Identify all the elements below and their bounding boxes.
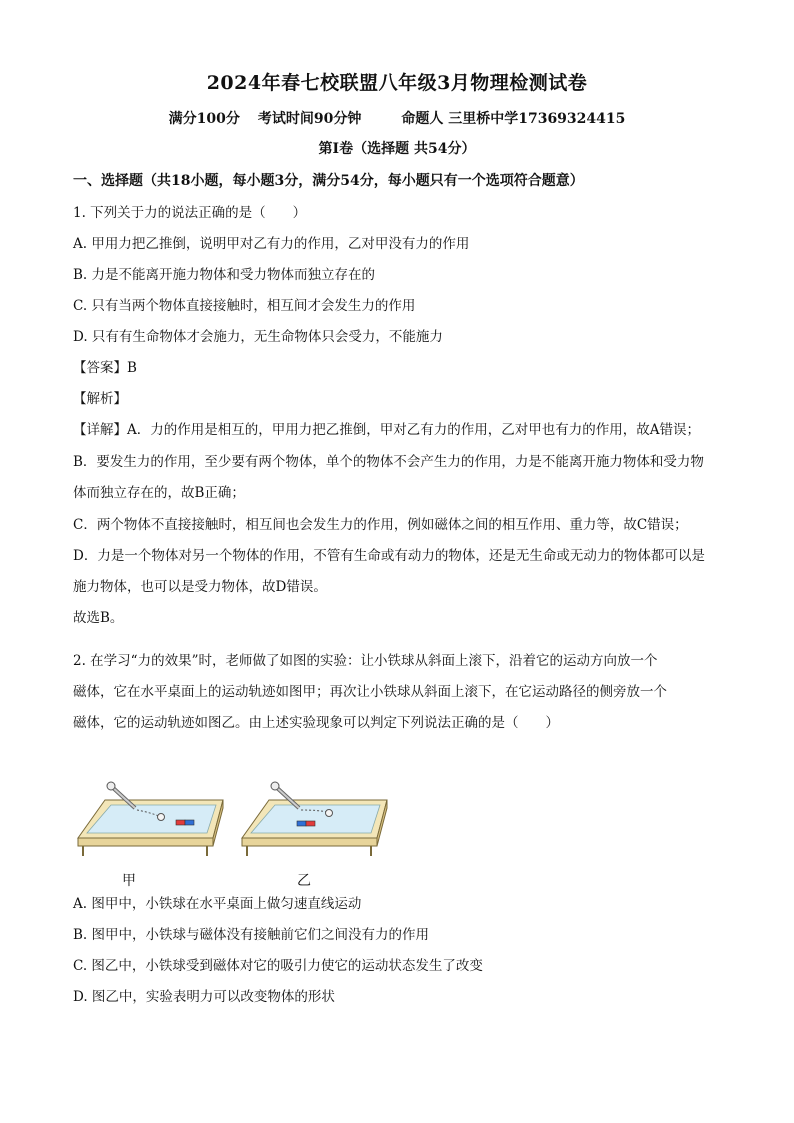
q2-option-d: D. 图乙中，实验表明力可以改变物体的形状 [73,989,335,1005]
full-score: 满分100分 [168,111,240,127]
detail-line: D．力是一个物体对另一个物体的作用，不管有生命或有动力的物体，还是无生命或无动力的物体都可以是 [73,548,705,564]
detail-line: 施力物体，也可以是受力物体，故D错误。 [73,579,327,595]
exam-meta [0,108,794,128]
exam-time: 考试时间90分钟 [257,111,362,127]
q1-stem: 1. 下列关于力的说法正确的是（ ） [73,205,307,221]
tray-jia [78,782,223,856]
answer-label: 【答案】 [73,360,127,376]
q2-stem-line: 2. 在学习“力的效果”时，老师做了如图的实验：让小铁球从斜面上滚下，沿着它的运动方向放一个 [73,653,658,669]
q1-option-d: D. 只有有生命物体才会施力，无生命物体只会受力，不能施力 [73,329,443,345]
detail-line: B．要发生力的作用，至少要有两个物体，单个的物体不会产生力的作用，力是不能离开施力物体和受力物 [73,454,704,470]
volume-heading: 第Ⅰ卷（选择题 共54分） [318,141,476,157]
q2-stem-line: 磁体，它的运动轨迹如图乙。由上述实验现象可以判定下列说法正确的是（ ） [73,715,559,731]
q1-option-b: B. 力是不能离开施力物体和受力物体而独立存在的 [73,267,376,283]
section-heading: 一、选择题（共18小题，每小题3分，满分54分，每小题只有一个选项符合题意） [73,173,584,189]
detail-line: 体而独立存在的，故B正确； [73,485,245,501]
answer-value: B [127,360,137,376]
exam-author: 命题人 三里桥中学17369324415 [401,111,626,127]
analysis-label: 【解析】 [73,391,127,407]
q2-option-b: B. 图甲中，小铁球与磁体没有接触前它们之间没有力的作用 [73,927,430,943]
tray-yi [242,782,387,856]
detail-line: 【详解】A．力的作用是相互的，甲用力把乙推倒，甲对乙有力的作用，乙对甲也有力的作用，故A错误； [73,422,700,438]
q2-stem-line: 磁体，它在水平桌面上的运动轨迹如图甲；再次让小铁球从斜面上滚下，在它运动路径的侧旁放一个 [73,684,667,700]
detail-line: 故选B。 [73,610,124,626]
exam-title: 2024年春七校联盟八年级3月物理检测试卷 [206,72,588,94]
experiment-figure [73,780,393,890]
q1-option-a: A. 甲用力把乙推倒，说明甲对乙有力的作用，乙对甲没有力的作用 [73,236,470,252]
figure-caption-yi: 乙 [297,873,311,889]
q1-answer [73,359,137,377]
q2-option-c: C. 图乙中，小铁球受到磁体对它的吸引力使它的运动状态发生了改变 [73,958,483,974]
q1-option-c: C. 只有当两个物体直接接触时，相互间才会发生力的作用 [73,298,416,314]
detail-line: C．两个物体不直接接触时，相互间也会发生力的作用，例如磁体之间的相互作用、重力等，故C错误； [73,517,688,533]
q2-option-a: A. 图甲中，小铁球在水平桌面上做匀速直线运动 [73,896,362,912]
figure-caption-jia: 甲 [122,873,136,889]
